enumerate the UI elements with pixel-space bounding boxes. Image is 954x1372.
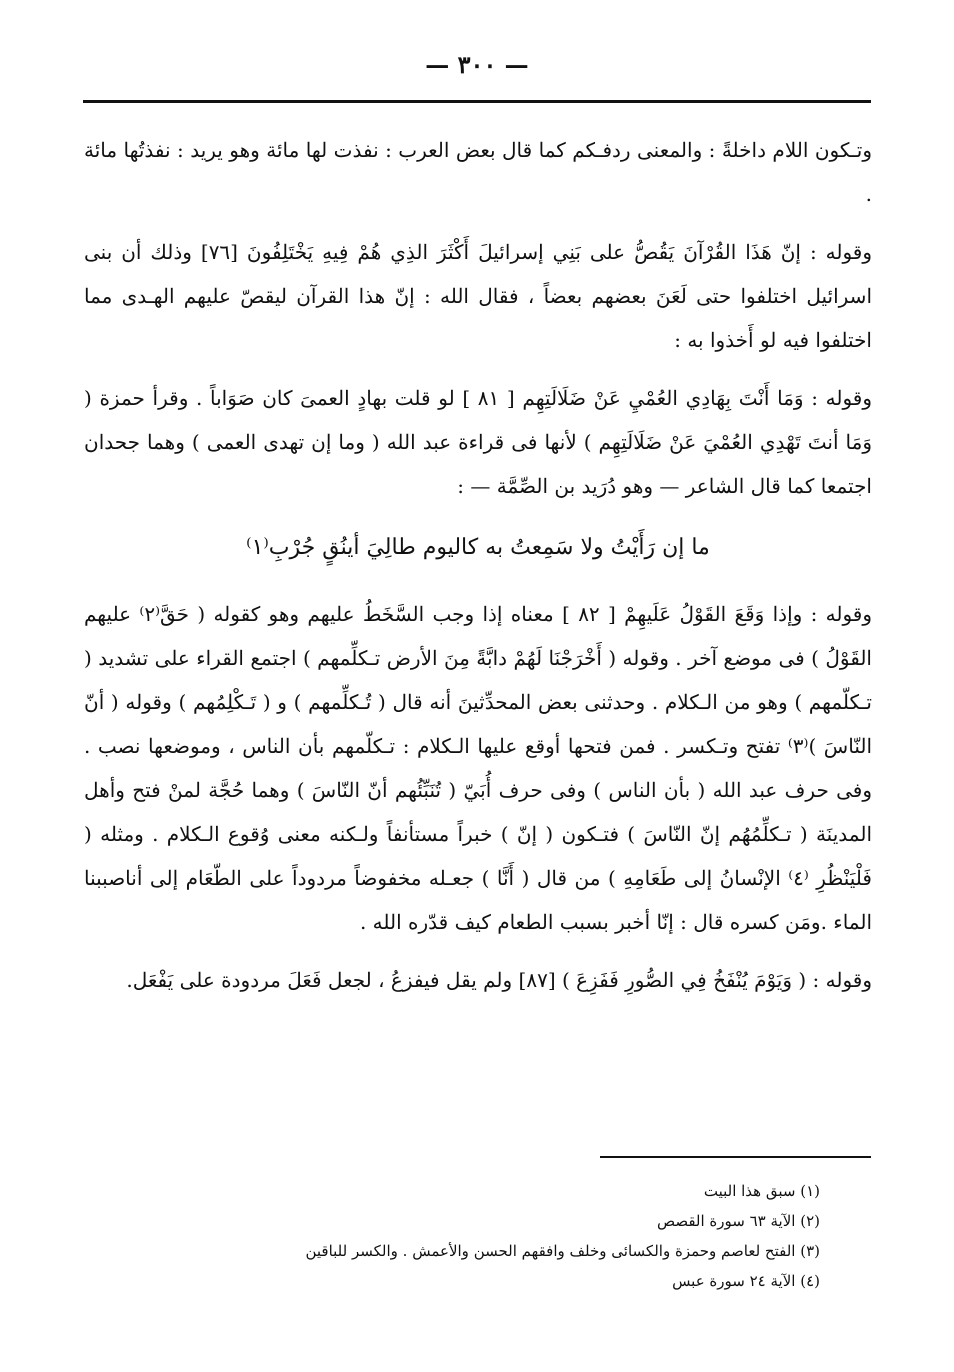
footnote-3: (٣) الفتح لعاصم وحمزة والكسائى وخلف وافقهم الحسن والأعمش . والكسر للباقين <box>305 1242 820 1260</box>
footnote-4: (٤) الآية ٢٤ سورة عبس <box>672 1272 820 1290</box>
main-text <box>84 128 872 1016</box>
paragraph-5: وقوله : ( وَيَوْمَ يُنْفَخُ فِي الصُّورِ فَفَزِعَ ) [٨٧] ولم يقل فيفزعُ ، لجعل فَعَلَ مردودة على يَفْعَل. <box>126 968 872 992</box>
poetry-verse: ما إن رَأَيْتُ ولا سَمِعتُ به كاليوم طالِيَ أينُقٍ جُرْبِ⁽١⁾ <box>246 535 710 560</box>
paragraph-3: وقوله : وَمَا أَنْتَ بِهَادِي العُمْيِ عَنْ ضَلَالَتِهِم [ ٨١ ] لو قلت بهادٍ العمىَ كان صَوَاباً . وقرأ حمزة ( وَمَا أنتَ تَهْدِي العُمْيَ عَنْ ضَلَالَتِهِم ) لأنها فى قراءة عبد الله ( وما إن تهدى العمى ) وهما جحدان اجتمعا كما قال الشاعر — وهو دُرَيد بن الصِّمَّة — : <box>84 386 872 498</box>
paragraph-2: وقوله : إنّ هَذَا القُرْآنَ يَقُصُّ على بَنِي إسرائيلَ أَكْثَرَ الذِي هُمْ فِيهِ يَخْتَلِفُونَ [٧٦] وذلك أن بنى اسرائيل اختلفوا حتى لَعَنَ بعضهم بعضاً ، فقال الله : إنّ هذا القرآن ليقصّ عليهم الهـدى مما اختلفوا فيه لو أَخذوا به : <box>84 240 872 352</box>
header-rule <box>83 100 871 103</box>
footnote-1: (١) سبق هذا البيت <box>703 1182 820 1200</box>
footnotes <box>150 1176 820 1296</box>
footnote-2: (٢) الآية ٦٣ سورة القصص <box>656 1212 820 1230</box>
footnote-rule <box>600 1156 871 1158</box>
page-number: — ٣٠٠ — <box>425 50 529 79</box>
paragraph-4: وقوله : وإذا وَقَعَ القَوْلُ عَلَيهِمْ [ ٨٢ ] معناه إذا وجب السَّخَطُ عليهم وهو كقوله ( حَقَّ⁽٢⁾ عليهم القَوْلُ ) فى موضع آخر . وقوله ( أَخْرَجْنَا لَهُمْ دابَّةً مِنَ الأرض تـكلِّمهم ) اجتمع القراء على تشديد ( تـكلّمهم ) وهو من الـكلام . وحدثنى بعض المحدِّثينَ أنه قال ( تُـكلِّمهم ) و ( تَـكْلِمُهم ) وقوله ( أنّ النّاسَ )⁽٣⁾ تفتح وتـكسر . فمن فتحها أوقع عليها الـكلام : تـكلّمهم بأن الناس ، وموضعها نصب . وفى حرف عبد الله ( بأن الناس ) وفى حرف أُبَيّ ( تُنَبِّئُهم أنّ النّاسَ ) وهما حُجَّة لمنْ فتح وأهل المدينَة ( تـكلِّمُهُم إنّ النّاسَ ) فتـكون ( إنّ ) خبراً مستأنفاً ولـكنه معنى وُقوع الـكلام . ومثله ( فَلْيَنْظُرِ ⁽٤⁾ الإنْسانُ إلى طَعَامِهِ ) من قال ( أَنَّا ) جعـله مخفوضاً مردوداً على الطّعَام إلى أناصببنا الماء .ومَن كسره قال : إنّا أخبر بسبب الطعام كيف قدّره الله . <box>84 602 873 934</box>
paragraph-1: وتـكون اللام داخلةً : والمعنى ردفـكم كما قال بعض العرب : نفذت لها مائة وهو يريد : نفذتُها مائة . <box>84 138 872 206</box>
